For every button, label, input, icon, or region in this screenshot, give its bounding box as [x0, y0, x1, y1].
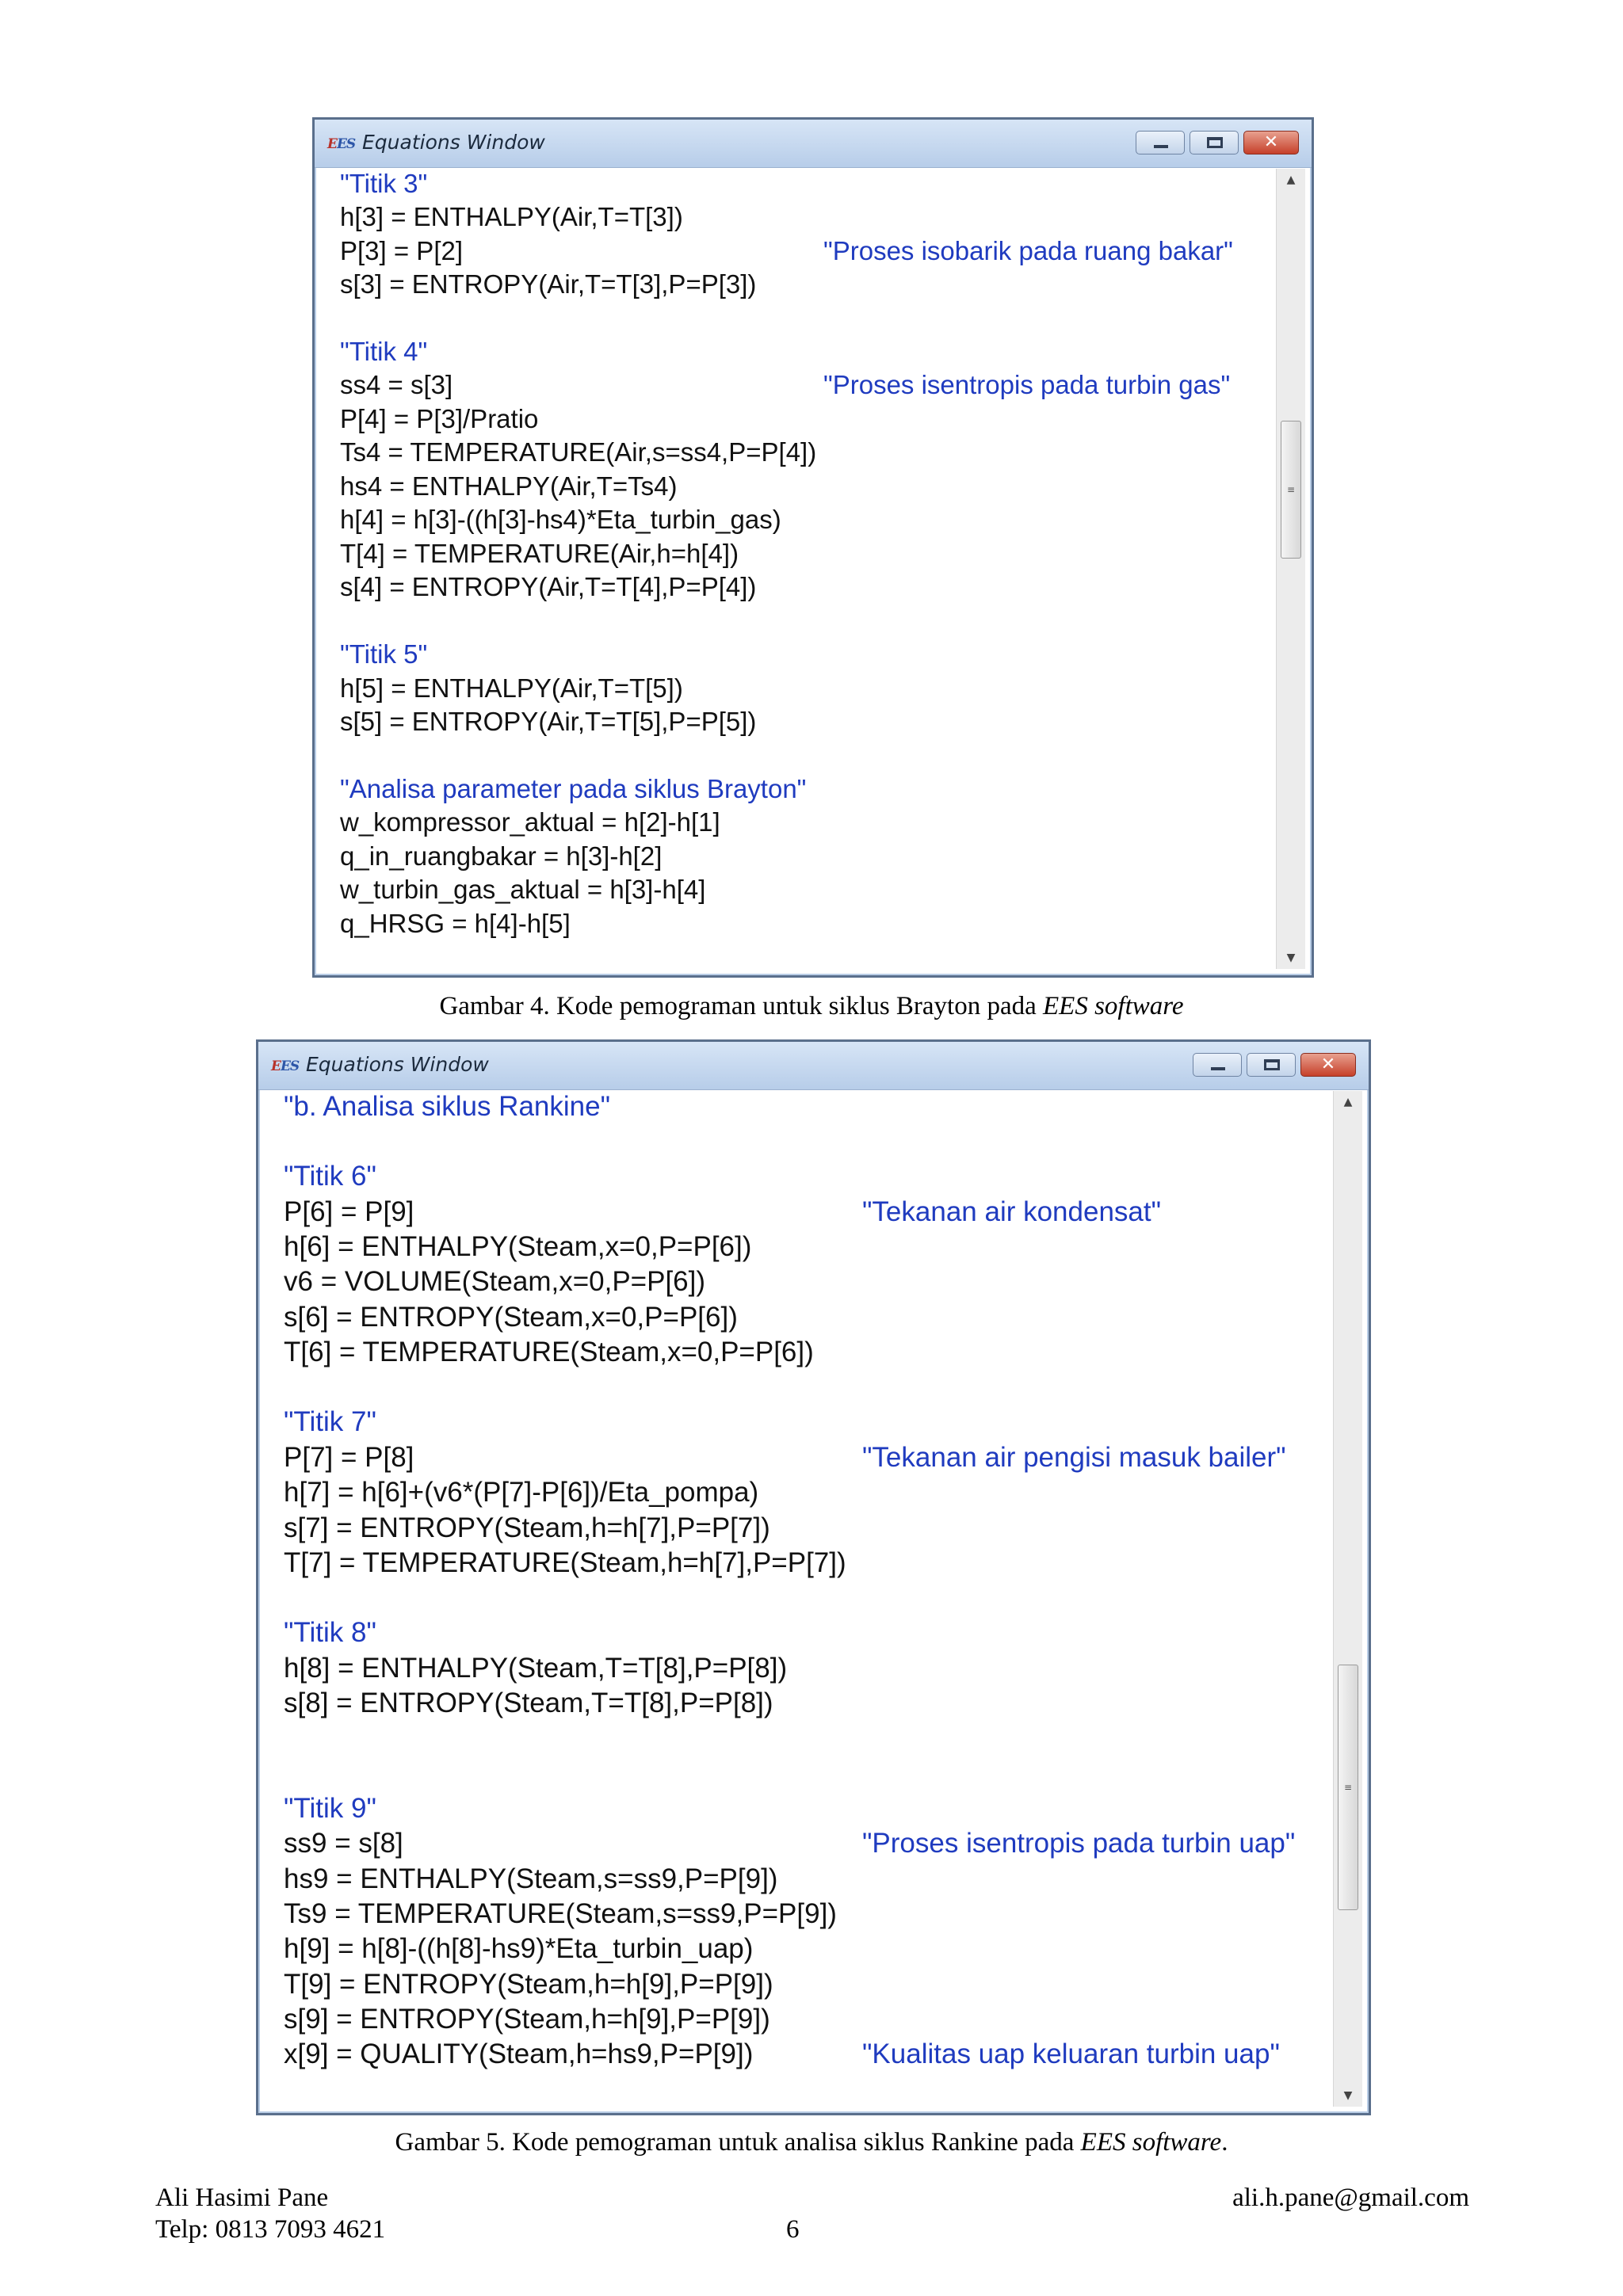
caption-italic: EES software [1080, 2128, 1222, 2157]
minimize-icon [1154, 145, 1168, 148]
code-equation-line: s[5] = ENTROPY(Air,T=T[5],P=P[5]) [340, 707, 757, 736]
ees-app-icon: EES [271, 1058, 300, 1074]
code-equation-line: P[3] = P[2] [340, 236, 464, 265]
scroll-thumb[interactable] [1281, 421, 1301, 559]
code-comment-line: "Proses isobarik pada ruang bakar" [823, 236, 1233, 265]
scroll-thumb[interactable] [1338, 1665, 1358, 1910]
footer-phone: Telp: 0813 7093 4621 [155, 2215, 386, 2244]
footer-author: Ali Hasimi Pane [155, 2183, 329, 2212]
window-title: Equations Window [362, 131, 545, 154]
scroll-down-icon[interactable]: ▼ [1343, 2089, 1353, 2102]
code-equation-line: s[6] = ENTROPY(Steam,x=0,P=P[6]) [284, 1302, 738, 1333]
maximize-icon [1264, 1059, 1280, 1070]
maximize-button[interactable] [1247, 1053, 1296, 1077]
code-equation-line: h[5] = ENTHALPY(Air,T=T[5]) [340, 673, 683, 703]
code-equation-line: x[9] = QUALITY(Steam,h=hs9,P=P[9]) [284, 2039, 754, 2069]
equations-window-brayton [312, 117, 1314, 978]
caption-text: Gambar 4. Kode pemograman untuk siklus Brayton pada [439, 992, 1044, 1020]
window-title: Equations Window [306, 1053, 489, 1076]
code-equation-line: q_in_ruangbakar = h[3]-h[2] [340, 841, 663, 871]
close-button[interactable] [1243, 131, 1299, 154]
code-equation-line: w_turbin_gas_aktual = h[3]-h[4] [340, 875, 706, 904]
equations-editor[interactable] [265, 1091, 1332, 2107]
minimize-icon [1211, 1067, 1225, 1070]
grip-icon: ≡ [1286, 484, 1296, 495]
close-icon: ✕ [1320, 1055, 1336, 1074]
code-comment-line: "Titik 9" [284, 1793, 376, 1824]
minimize-button[interactable] [1136, 131, 1185, 154]
code-equation-line: h[9] = h[8]-((h[8]-hs9)*Eta_turbin_uap) [284, 1933, 754, 1964]
scroll-up-icon[interactable]: ▲ [1286, 174, 1296, 186]
code-equation-line: s[4] = ENTROPY(Air,T=T[4],P=P[4]) [340, 572, 757, 601]
code-equation-line: P[4] = P[3]/Pratio [340, 404, 539, 433]
code-equation-line: h[3] = ENTHALPY(Air,T=T[3]) [340, 202, 683, 231]
title-bar[interactable] [315, 120, 1312, 168]
code-equation-line: w_kompressor_aktual = h[2]-h[1] [340, 807, 720, 837]
code-comment-line: "Titik 3" [340, 169, 428, 198]
minimize-button[interactable] [1193, 1053, 1242, 1077]
equations-editor[interactable] [321, 169, 1275, 969]
code-equation-line: ss4 = s[3] [340, 370, 453, 399]
title-bar[interactable] [258, 1042, 1369, 1090]
caption-italic: EES software [1043, 992, 1184, 1020]
code-equation-line: hs9 = ENTHALPY(Steam,s=ss9,P=P[9]) [284, 1863, 778, 1894]
code-equation-line: T[7] = TEMPERATURE(Steam,h=h[7],P=P[7]) [284, 1547, 846, 1578]
code-equation-line: Ts4 = TEMPERATURE(Air,s=ss4,P=P[4]) [340, 437, 817, 467]
footer-page-number: 6 [786, 2215, 800, 2244]
code-comment-line: "Proses isentropis pada turbin gas" [823, 370, 1231, 399]
footer-email: ali.h.pane@gmail.com [1232, 2183, 1469, 2212]
code-comment-line: "Titik 4" [340, 337, 428, 366]
close-button[interactable] [1300, 1053, 1356, 1077]
code-equation-line: v6 = VOLUME(Steam,x=0,P=P[6]) [284, 1266, 706, 1297]
scroll-down-icon[interactable]: ▼ [1286, 952, 1296, 964]
figure-4-caption [0, 992, 1623, 1021]
code-comment-line: "Analisa parameter pada siklus Brayton" [340, 774, 807, 803]
vertical-scrollbar[interactable] [1333, 1091, 1362, 2107]
maximize-button[interactable] [1190, 131, 1239, 154]
code-comment-line: "Proses isentropis pada turbin uap" [862, 1828, 1296, 1859]
code-comment-line: "b. Analisa siklus Rankine" [284, 1091, 611, 1122]
figure-5-caption [0, 2128, 1623, 2157]
code-comment-line: "Titik 7" [284, 1406, 376, 1437]
code-equation-line: h[6] = ENTHALPY(Steam,x=0,P=P[6]) [284, 1231, 752, 1262]
code-equation-line: s[9] = ENTROPY(Steam,h=h[9],P=P[9]) [284, 2004, 770, 2035]
code-equation-line: P[7] = P[8] [284, 1442, 414, 1473]
ees-app-icon: EES [327, 136, 356, 152]
code-equation-line: s[8] = ENTROPY(Steam,T=T[8],P=P[8]) [284, 1688, 773, 1718]
caption-text: Gambar 5. Kode pemograman untuk analisa siklus Rankine pada [395, 2128, 1081, 2157]
code-equation-line: h[4] = h[3]-((h[3]-hs4)*Eta_turbin_gas) [340, 505, 781, 534]
maximize-icon [1207, 137, 1223, 148]
code-comment-line: "Tekanan air pengisi masuk bailer" [862, 1442, 1286, 1473]
code-equation-line: s[7] = ENTROPY(Steam,h=h[7],P=P[7]) [284, 1512, 770, 1543]
code-comment-line: "Titik 8" [284, 1617, 376, 1648]
code-comment-line: "Titik 6" [284, 1161, 376, 1192]
vertical-scrollbar[interactable] [1276, 169, 1305, 969]
code-equation-line: q_HRSG = h[4]-h[5] [340, 909, 571, 938]
code-comment-line: "Tekanan air kondensat" [862, 1196, 1162, 1227]
code-equation-line: T[9] = ENTROPY(Steam,h=h[9],P=P[9]) [284, 1969, 773, 2000]
code-equation-line: Ts9 = TEMPERATURE(Steam,s=ss9,P=P[9]) [284, 1898, 837, 1929]
equations-window-rankine [256, 1039, 1371, 2115]
code-equation-line: hs4 = ENTHALPY(Air,T=Ts4) [340, 471, 678, 501]
code-equation-line: h[7] = h[6]+(v6*(P[7]-P[6])/Eta_pompa) [284, 1477, 759, 1508]
code-equation-line: P[6] = P[9] [284, 1196, 414, 1227]
close-icon: ✕ [1263, 132, 1279, 152]
code-comment-line: "Titik 5" [340, 639, 428, 669]
code-equation-line: ss9 = s[8] [284, 1828, 403, 1859]
code-equation-line: h[8] = ENTHALPY(Steam,T=T[8],P=P[8]) [284, 1653, 788, 1684]
code-equation-line: T[4] = TEMPERATURE(Air,h=h[4]) [340, 539, 739, 568]
scroll-up-icon[interactable]: ▲ [1343, 1096, 1353, 1108]
code-comment-line: "Kualitas uap keluaran turbin uap" [862, 2039, 1280, 2069]
grip-icon: ≡ [1343, 1782, 1353, 1793]
code-equation-line: T[6] = TEMPERATURE(Steam,x=0,P=P[6]) [284, 1337, 814, 1367]
caption-end: . [1221, 2128, 1228, 2157]
code-equation-line: s[3] = ENTROPY(Air,T=T[3],P=P[3]) [340, 269, 757, 299]
